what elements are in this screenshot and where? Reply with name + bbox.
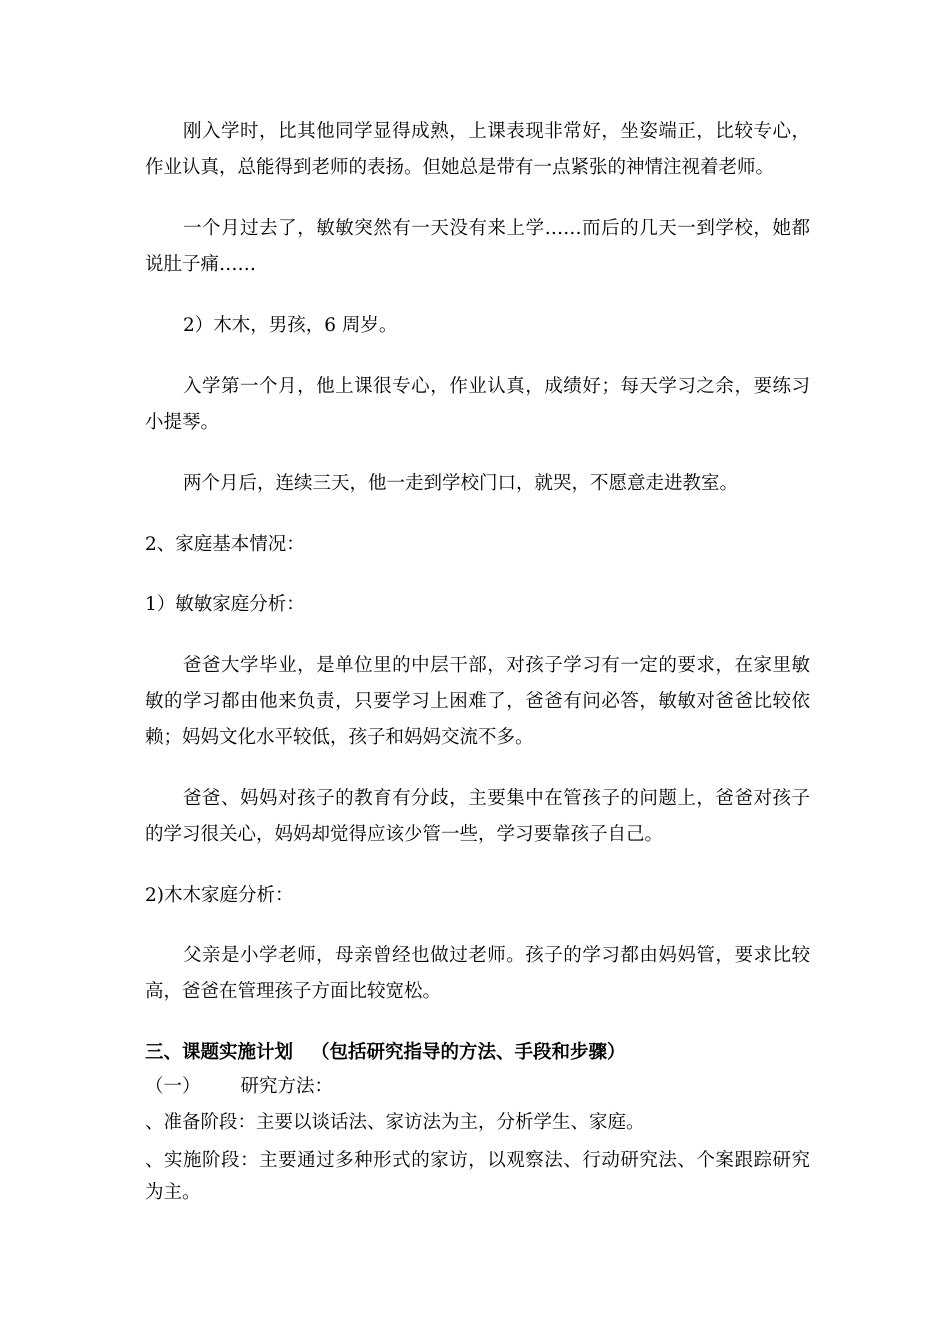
section-family-heading: 2、家庭基本情况： [145, 534, 305, 555]
subsection-minmin-family: 1）敏敏家庭分析： [145, 594, 305, 615]
paragraph-minmin-father: 爸爸大学毕业，是单位里的中层干部，对孩子学习有一定的要求，在家里敏敏的学习都由他来负责，只要学习上困难了，爸爸有问必答，敏敏对爸爸比较依赖；妈妈文化水平较低，孩子和妈妈交流不多。 [145, 655, 810, 748]
section-title: 三、课题实施计划 [145, 1042, 294, 1063]
subsection-label: 研究方法： [240, 1076, 334, 1097]
list-item-implementation-stage: 、实施阶段：主要通过多种形式的家访，以观察法、行动研究法、个案跟踪研究为主。 [145, 1150, 810, 1203]
subsection-mumu-family: 2)木木家庭分析： [145, 885, 294, 906]
section-title-note: （包括研究指导的方法、手段和步骤） [311, 1042, 626, 1063]
paragraph-mumu-intro: 2）木木，男孩，6 周岁。 [183, 315, 398, 336]
section-implementation-heading [145, 1037, 810, 1069]
paragraph-minmin-school-start: 刚入学时，比其他同学显得成熟，上课表现非常好，坐姿端正，比较专心，作业认真，总能得到老师的表扬。但她总是带有一点紧张的神情注视着老师。 [145, 121, 810, 178]
paragraph-minmin-absence: 一个月过去了，敏敏突然有一天没有来上学……而后的几天一到学校，她都说肚子痛…… [145, 218, 810, 275]
subsection-number: （一） [145, 1076, 201, 1097]
paragraph-mumu-first-month: 入学第一个月，他上课很专心，作业认真，成绩好；每天学习之余，要练习小提琴。 [145, 376, 810, 433]
paragraph-mumu-two-months: 两个月后，连续三天，他一走到学校门口，就哭，不愿意走进教室。 [183, 473, 739, 494]
subsection-research-methods [145, 1071, 810, 1103]
paragraph-mumu-parents: 父亲是小学老师，母亲曾经也做过老师。孩子的学习都由妈妈管，要求比较高，爸爸在管理孩子方面比较宽松。 [145, 945, 810, 1002]
list-item-preparation-stage: 、准备阶段：主要以谈话法、家访法为主，分析学生、家庭。 [145, 1112, 645, 1133]
paragraph-minmin-parents-disagree: 爸爸、妈妈对孩子的教育有分歧，主要集中在管孩子的问题上，爸爸对孩子的学习很关心，妈妈却觉得应该少管一些，学习要靠孩子自己。 [145, 788, 810, 845]
